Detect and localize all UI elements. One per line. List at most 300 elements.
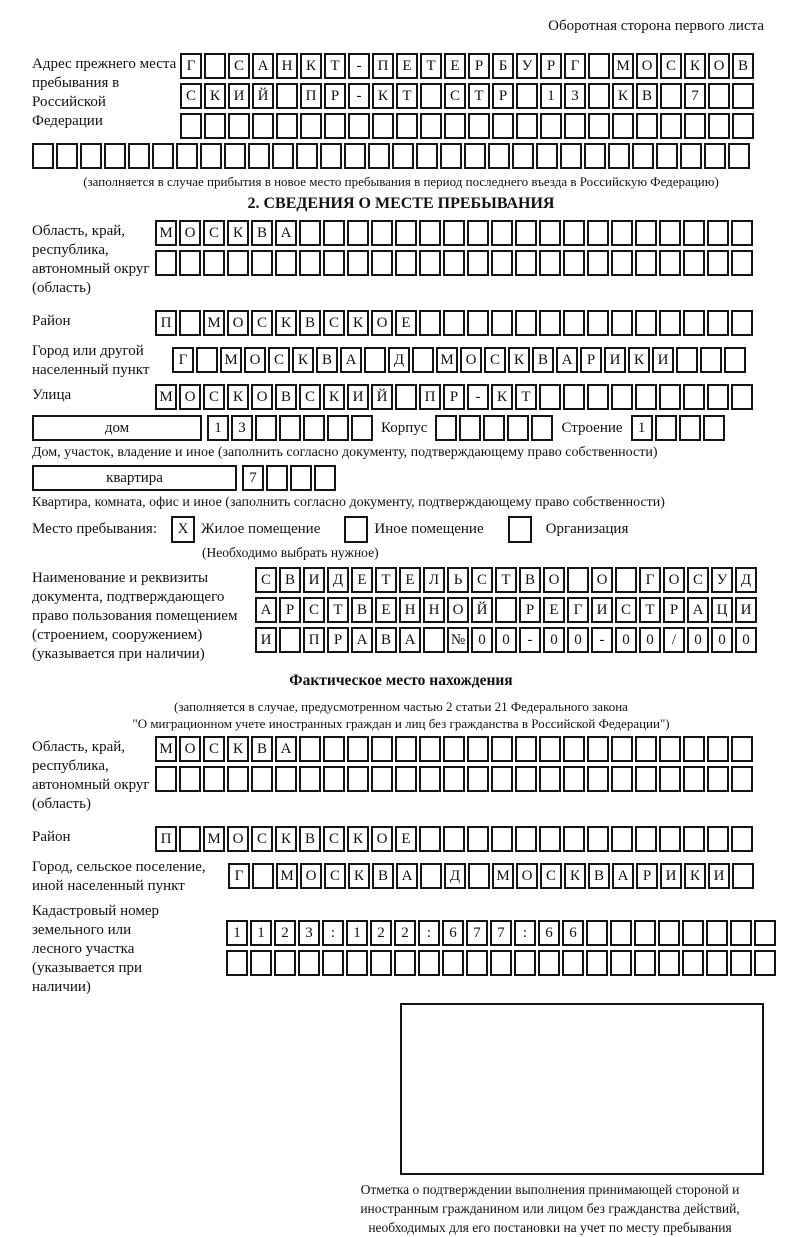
char-cell[interactable] — [196, 347, 218, 373]
char-cell[interactable]: Е — [395, 310, 417, 336]
char-cell[interactable] — [635, 250, 657, 276]
char-cell[interactable] — [204, 113, 226, 139]
char-cell[interactable] — [179, 826, 201, 852]
char-cell[interactable] — [587, 766, 609, 792]
char-cell[interactable] — [255, 415, 277, 441]
char-cell[interactable]: К — [323, 384, 345, 410]
char-cell[interactable] — [732, 83, 754, 109]
char-cell[interactable] — [488, 143, 510, 169]
char-cell[interactable] — [443, 736, 465, 762]
char-cell[interactable]: - — [519, 627, 541, 653]
char-cell[interactable] — [423, 627, 445, 653]
char-cell[interactable]: П — [300, 83, 322, 109]
char-cell[interactable]: К — [491, 384, 513, 410]
char-cell[interactable]: С — [660, 53, 682, 79]
char-cell[interactable]: С — [203, 384, 225, 410]
char-cell[interactable] — [610, 920, 632, 946]
char-cell[interactable] — [368, 143, 390, 169]
char-cell[interactable] — [635, 766, 657, 792]
char-cell[interactable] — [564, 113, 586, 139]
char-cell[interactable] — [635, 310, 657, 336]
char-cell[interactable]: № — [447, 627, 469, 653]
char-cell[interactable]: Р — [443, 384, 465, 410]
char-cell[interactable]: 0 — [615, 627, 637, 653]
char-cell[interactable]: 1 — [207, 415, 229, 441]
char-cell[interactable] — [371, 220, 393, 246]
char-cell[interactable]: Р — [327, 627, 349, 653]
char-cell[interactable]: К — [275, 310, 297, 336]
char-cell[interactable] — [539, 220, 561, 246]
char-cell[interactable] — [344, 143, 366, 169]
char-cell[interactable] — [468, 863, 490, 889]
char-cell[interactable] — [531, 415, 553, 441]
other-premises-checkbox[interactable] — [344, 516, 368, 543]
char-cell[interactable] — [610, 950, 632, 976]
char-cell[interactable] — [731, 736, 753, 762]
char-cell[interactable] — [703, 415, 725, 441]
char-cell[interactable]: 1 — [346, 920, 368, 946]
char-cell[interactable] — [80, 143, 102, 169]
char-cell[interactable]: А — [255, 597, 277, 623]
char-cell[interactable] — [491, 766, 513, 792]
char-cell[interactable]: М — [276, 863, 298, 889]
char-cell[interactable] — [128, 143, 150, 169]
char-cell[interactable] — [323, 766, 345, 792]
char-cell[interactable] — [539, 384, 561, 410]
char-cell[interactable]: В — [299, 826, 321, 852]
char-cell[interactable]: Д — [735, 567, 757, 593]
char-cell[interactable] — [680, 143, 702, 169]
char-cell[interactable] — [443, 826, 465, 852]
char-cell[interactable]: П — [303, 627, 325, 653]
char-cell[interactable]: Р — [324, 83, 346, 109]
char-cell[interactable]: С — [540, 863, 562, 889]
char-cell[interactable] — [323, 250, 345, 276]
char-cell[interactable] — [299, 250, 321, 276]
char-cell[interactable] — [516, 113, 538, 139]
char-cell[interactable] — [683, 310, 705, 336]
char-cell[interactable] — [586, 950, 608, 976]
char-cell[interactable]: Е — [399, 567, 421, 593]
char-cell[interactable] — [467, 310, 489, 336]
char-cell[interactable] — [56, 143, 78, 169]
char-cell[interactable] — [395, 250, 417, 276]
char-cell[interactable] — [539, 826, 561, 852]
char-cell[interactable] — [560, 143, 582, 169]
char-cell[interactable]: Е — [395, 826, 417, 852]
char-cell[interactable]: О — [251, 384, 273, 410]
char-cell[interactable]: Г — [180, 53, 202, 79]
char-cell[interactable] — [636, 113, 658, 139]
char-cell[interactable]: А — [252, 53, 274, 79]
char-cell[interactable]: И — [591, 597, 613, 623]
char-cell[interactable]: О — [591, 567, 613, 593]
char-cell[interactable] — [179, 766, 201, 792]
char-cell[interactable]: С — [615, 597, 637, 623]
char-cell[interactable] — [296, 143, 318, 169]
char-cell[interactable] — [732, 863, 754, 889]
char-cell[interactable]: 7 — [242, 465, 264, 491]
char-cell[interactable]: С — [484, 347, 506, 373]
char-cell[interactable] — [420, 863, 442, 889]
char-cell[interactable] — [514, 950, 536, 976]
char-cell[interactable]: 0 — [543, 627, 565, 653]
char-cell[interactable] — [419, 766, 441, 792]
char-cell[interactable]: К — [292, 347, 314, 373]
char-cell[interactable] — [507, 415, 529, 441]
char-cell[interactable] — [200, 143, 222, 169]
char-cell[interactable]: Ц — [711, 597, 733, 623]
char-cell[interactable] — [412, 347, 434, 373]
char-cell[interactable]: К — [347, 310, 369, 336]
char-cell[interactable] — [347, 736, 369, 762]
char-cell[interactable] — [419, 220, 441, 246]
char-cell[interactable] — [492, 113, 514, 139]
char-cell[interactable] — [676, 347, 698, 373]
char-cell[interactable]: В — [351, 597, 373, 623]
char-cell[interactable] — [314, 465, 336, 491]
char-cell[interactable] — [179, 310, 201, 336]
char-cell[interactable] — [152, 143, 174, 169]
char-cell[interactable] — [563, 736, 585, 762]
char-cell[interactable]: С — [251, 310, 273, 336]
char-cell[interactable] — [279, 627, 301, 653]
char-cell[interactable]: П — [419, 384, 441, 410]
char-cell[interactable]: Е — [396, 53, 418, 79]
char-cell[interactable] — [615, 567, 637, 593]
char-cell[interactable]: В — [519, 567, 541, 593]
char-cell[interactable] — [395, 220, 417, 246]
char-cell[interactable] — [731, 826, 753, 852]
char-cell[interactable] — [467, 826, 489, 852]
char-cell[interactable] — [512, 143, 534, 169]
char-cell[interactable] — [299, 766, 321, 792]
char-cell[interactable] — [730, 920, 752, 946]
char-cell[interactable] — [324, 113, 346, 139]
char-cell[interactable]: Т — [420, 53, 442, 79]
char-cell[interactable] — [371, 736, 393, 762]
char-cell[interactable] — [706, 920, 728, 946]
char-cell[interactable] — [266, 465, 288, 491]
char-cell[interactable] — [683, 384, 705, 410]
char-cell[interactable] — [586, 920, 608, 946]
char-cell[interactable]: Г — [639, 567, 661, 593]
char-cell[interactable]: В — [299, 310, 321, 336]
char-cell[interactable]: В — [251, 736, 273, 762]
char-cell[interactable] — [706, 950, 728, 976]
char-cell[interactable] — [731, 384, 753, 410]
char-cell[interactable] — [683, 826, 705, 852]
char-cell[interactable]: О — [663, 567, 685, 593]
char-cell[interactable] — [515, 766, 537, 792]
char-cell[interactable]: О — [179, 384, 201, 410]
char-cell[interactable] — [468, 113, 490, 139]
char-cell[interactable] — [536, 143, 558, 169]
char-cell[interactable]: И — [735, 597, 757, 623]
char-cell[interactable]: Д — [327, 567, 349, 593]
char-cell[interactable]: 3 — [298, 920, 320, 946]
char-cell[interactable] — [322, 950, 344, 976]
char-cell[interactable]: О — [708, 53, 730, 79]
char-cell[interactable] — [659, 826, 681, 852]
char-cell[interactable] — [707, 310, 729, 336]
char-cell[interactable]: - — [348, 53, 370, 79]
char-cell[interactable] — [515, 250, 537, 276]
char-cell[interactable]: К — [275, 826, 297, 852]
char-cell[interactable]: 1 — [226, 920, 248, 946]
char-cell[interactable]: О — [460, 347, 482, 373]
char-cell[interactable] — [707, 384, 729, 410]
char-cell[interactable] — [395, 766, 417, 792]
char-cell[interactable]: Г — [567, 597, 589, 623]
char-cell[interactable]: В — [251, 220, 273, 246]
char-cell[interactable] — [656, 143, 678, 169]
char-cell[interactable]: С — [268, 347, 290, 373]
char-cell[interactable] — [635, 384, 657, 410]
char-cell[interactable] — [419, 310, 441, 336]
char-cell[interactable]: Т — [324, 53, 346, 79]
char-cell[interactable] — [443, 310, 465, 336]
char-cell[interactable] — [300, 113, 322, 139]
char-cell[interactable] — [708, 83, 730, 109]
char-cell[interactable]: - — [467, 384, 489, 410]
char-cell[interactable]: Ь — [447, 567, 469, 593]
char-cell[interactable] — [563, 826, 585, 852]
char-cell[interactable] — [655, 415, 677, 441]
char-cell[interactable]: Н — [423, 597, 445, 623]
char-cell[interactable]: А — [396, 863, 418, 889]
char-cell[interactable] — [179, 250, 201, 276]
char-cell[interactable] — [708, 113, 730, 139]
char-cell[interactable] — [303, 415, 325, 441]
char-cell[interactable]: М — [436, 347, 458, 373]
char-cell[interactable] — [327, 415, 349, 441]
char-cell[interactable]: В — [372, 863, 394, 889]
char-cell[interactable]: К — [227, 220, 249, 246]
char-cell[interactable] — [612, 113, 634, 139]
char-cell[interactable]: М — [155, 220, 177, 246]
char-cell[interactable]: В — [532, 347, 554, 373]
char-cell[interactable] — [203, 766, 225, 792]
char-cell[interactable] — [611, 310, 633, 336]
char-cell[interactable]: Т — [396, 83, 418, 109]
char-cell[interactable]: 1 — [250, 920, 272, 946]
char-cell[interactable]: О — [371, 826, 393, 852]
char-cell[interactable] — [248, 143, 270, 169]
char-cell[interactable] — [276, 83, 298, 109]
char-cell[interactable]: О — [636, 53, 658, 79]
char-cell[interactable] — [155, 766, 177, 792]
char-cell[interactable] — [539, 766, 561, 792]
char-cell[interactable] — [347, 250, 369, 276]
char-cell[interactable] — [298, 950, 320, 976]
char-cell[interactable]: К — [564, 863, 586, 889]
char-cell[interactable]: И — [347, 384, 369, 410]
char-cell[interactable] — [587, 250, 609, 276]
char-cell[interactable] — [683, 736, 705, 762]
char-cell[interactable] — [396, 113, 418, 139]
char-cell[interactable] — [32, 143, 54, 169]
char-cell[interactable]: К — [348, 863, 370, 889]
char-cell[interactable] — [682, 920, 704, 946]
char-cell[interactable]: Е — [543, 597, 565, 623]
char-cell[interactable]: М — [492, 863, 514, 889]
char-cell[interactable]: Т — [375, 567, 397, 593]
char-cell[interactable]: Е — [375, 597, 397, 623]
char-cell[interactable]: В — [588, 863, 610, 889]
char-cell[interactable] — [276, 113, 298, 139]
char-cell[interactable] — [707, 736, 729, 762]
char-cell[interactable]: К — [508, 347, 530, 373]
char-cell[interactable]: С — [203, 220, 225, 246]
char-cell[interactable] — [707, 766, 729, 792]
char-cell[interactable] — [491, 826, 513, 852]
char-cell[interactable]: М — [155, 736, 177, 762]
residential-premises-checkbox[interactable]: X — [171, 516, 195, 543]
char-cell[interactable] — [611, 736, 633, 762]
char-cell[interactable]: О — [300, 863, 322, 889]
house-type-box[interactable]: дом — [32, 415, 202, 441]
char-cell[interactable]: 2 — [370, 920, 392, 946]
char-cell[interactable]: 6 — [562, 920, 584, 946]
char-cell[interactable] — [491, 736, 513, 762]
char-cell[interactable]: : — [514, 920, 536, 946]
char-cell[interactable]: О — [227, 826, 249, 852]
char-cell[interactable] — [731, 766, 753, 792]
char-cell[interactable]: У — [516, 53, 538, 79]
char-cell[interactable]: С — [228, 53, 250, 79]
char-cell[interactable]: М — [220, 347, 242, 373]
char-cell[interactable] — [563, 250, 585, 276]
char-cell[interactable]: Р — [519, 597, 541, 623]
char-cell[interactable]: О — [371, 310, 393, 336]
char-cell[interactable]: Р — [663, 597, 685, 623]
char-cell[interactable]: : — [322, 920, 344, 946]
char-cell[interactable] — [563, 766, 585, 792]
char-cell[interactable] — [227, 250, 249, 276]
char-cell[interactable] — [731, 220, 753, 246]
char-cell[interactable] — [587, 736, 609, 762]
char-cell[interactable]: - — [348, 83, 370, 109]
char-cell[interactable]: Т — [515, 384, 537, 410]
char-cell[interactable] — [611, 826, 633, 852]
char-cell[interactable] — [443, 220, 465, 246]
char-cell[interactable]: 2 — [274, 920, 296, 946]
char-cell[interactable] — [440, 143, 462, 169]
char-cell[interactable] — [323, 220, 345, 246]
char-cell[interactable]: О — [179, 736, 201, 762]
char-cell[interactable] — [155, 250, 177, 276]
char-cell[interactable]: 1 — [631, 415, 653, 441]
char-cell[interactable] — [563, 310, 585, 336]
char-cell[interactable]: О — [227, 310, 249, 336]
char-cell[interactable]: 0 — [711, 627, 733, 653]
char-cell[interactable] — [444, 113, 466, 139]
char-cell[interactable] — [290, 465, 312, 491]
char-cell[interactable] — [707, 826, 729, 852]
char-cell[interactable] — [588, 113, 610, 139]
char-cell[interactable] — [562, 950, 584, 976]
char-cell[interactable] — [563, 220, 585, 246]
char-cell[interactable] — [420, 83, 442, 109]
char-cell[interactable]: В — [375, 627, 397, 653]
char-cell[interactable] — [732, 113, 754, 139]
char-cell[interactable]: 7 — [466, 920, 488, 946]
char-cell[interactable]: 6 — [538, 920, 560, 946]
char-cell[interactable] — [320, 143, 342, 169]
char-cell[interactable] — [251, 766, 273, 792]
char-cell[interactable]: Т — [468, 83, 490, 109]
char-cell[interactable]: И — [255, 627, 277, 653]
char-cell[interactable] — [419, 736, 441, 762]
char-cell[interactable]: С — [323, 310, 345, 336]
char-cell[interactable]: М — [203, 310, 225, 336]
char-cell[interactable] — [443, 766, 465, 792]
char-cell[interactable]: Р — [540, 53, 562, 79]
char-cell[interactable] — [435, 415, 457, 441]
char-cell[interactable]: А — [275, 736, 297, 762]
char-cell[interactable] — [180, 113, 202, 139]
char-cell[interactable]: О — [447, 597, 469, 623]
char-cell[interactable]: / — [663, 627, 685, 653]
char-cell[interactable]: П — [155, 310, 177, 336]
char-cell[interactable] — [704, 143, 726, 169]
char-cell[interactable]: Й — [471, 597, 493, 623]
char-cell[interactable]: И — [303, 567, 325, 593]
char-cell[interactable]: Е — [444, 53, 466, 79]
char-cell[interactable] — [394, 950, 416, 976]
char-cell[interactable] — [659, 250, 681, 276]
char-cell[interactable]: У — [711, 567, 733, 593]
char-cell[interactable]: 7 — [490, 920, 512, 946]
char-cell[interactable] — [584, 143, 606, 169]
char-cell[interactable] — [684, 113, 706, 139]
char-cell[interactable]: В — [636, 83, 658, 109]
char-cell[interactable]: Г — [564, 53, 586, 79]
char-cell[interactable] — [611, 250, 633, 276]
char-cell[interactable]: А — [612, 863, 634, 889]
char-cell[interactable] — [731, 310, 753, 336]
char-cell[interactable] — [659, 736, 681, 762]
char-cell[interactable] — [587, 826, 609, 852]
char-cell[interactable] — [539, 736, 561, 762]
char-cell[interactable] — [466, 950, 488, 976]
char-cell[interactable]: С — [323, 826, 345, 852]
char-cell[interactable] — [611, 766, 633, 792]
char-cell[interactable]: 7 — [684, 83, 706, 109]
char-cell[interactable] — [611, 220, 633, 246]
char-cell[interactable] — [370, 950, 392, 976]
char-cell[interactable]: К — [227, 736, 249, 762]
char-cell[interactable] — [700, 347, 722, 373]
char-cell[interactable]: 0 — [735, 627, 757, 653]
char-cell[interactable] — [515, 826, 537, 852]
char-cell[interactable]: С — [687, 567, 709, 593]
char-cell[interactable] — [443, 250, 465, 276]
char-cell[interactable]: М — [612, 53, 634, 79]
char-cell[interactable] — [226, 950, 248, 976]
char-cell[interactable] — [418, 950, 440, 976]
char-cell[interactable]: Р — [636, 863, 658, 889]
char-cell[interactable]: С — [251, 826, 273, 852]
char-cell[interactable]: О — [543, 567, 565, 593]
char-cell[interactable] — [539, 250, 561, 276]
char-cell[interactable] — [660, 83, 682, 109]
char-cell[interactable]: Д — [388, 347, 410, 373]
char-cell[interactable] — [299, 736, 321, 762]
char-cell[interactable] — [754, 950, 776, 976]
char-cell[interactable] — [491, 220, 513, 246]
